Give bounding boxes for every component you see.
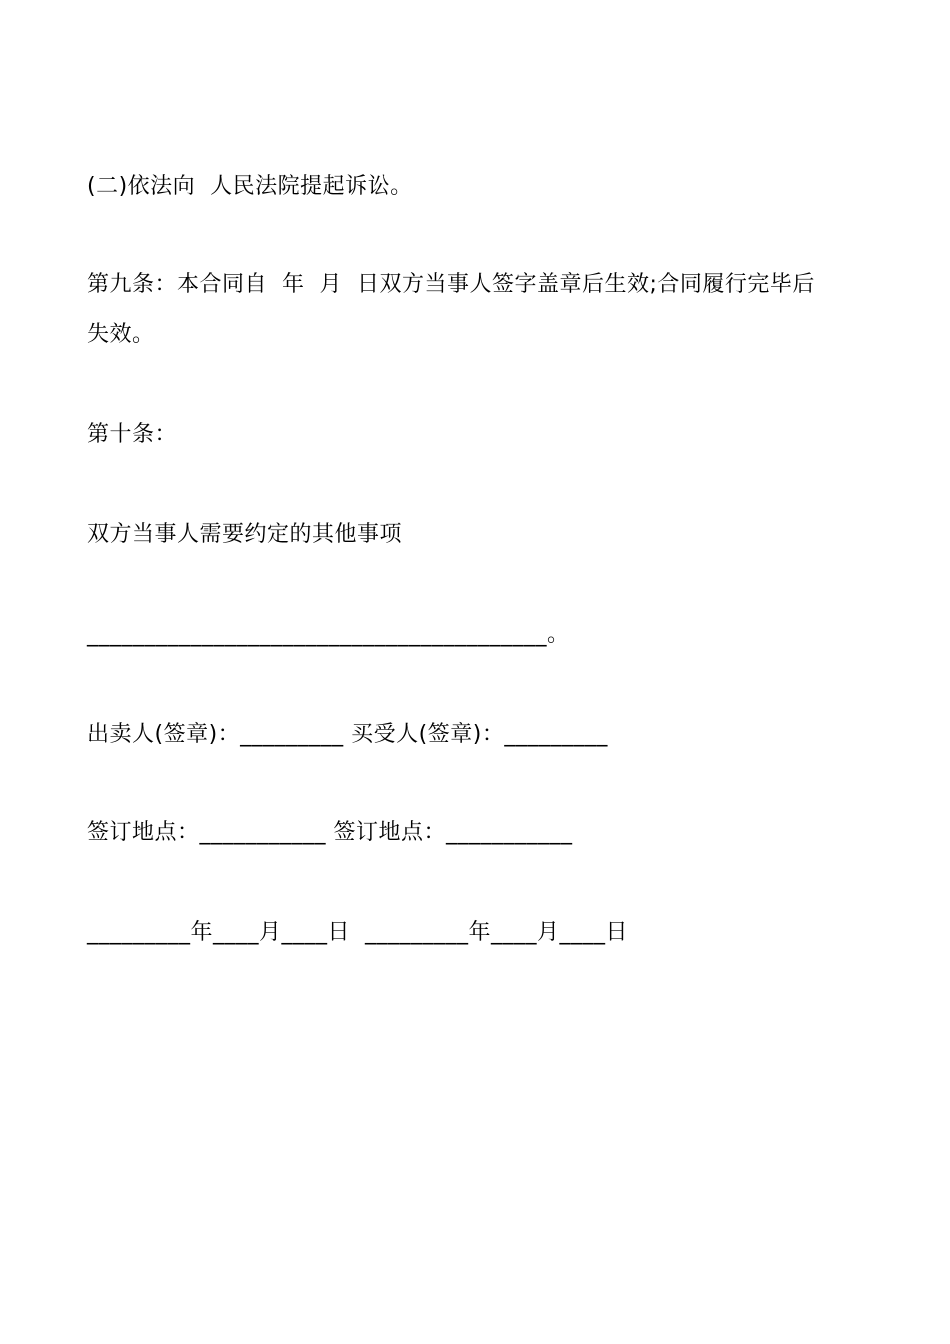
- signature-line: 出卖人(签章)：_________ 买受人(签章)：_________: [87, 722, 608, 747]
- other-matters-label: 双方当事人需要约定的其他事项: [87, 522, 403, 547]
- clause-9-continuation: 失效。: [87, 322, 155, 347]
- clause-8-item-2: (二)依法向 人民法院提起诉讼。: [87, 174, 413, 199]
- signing-place-line: 签订地点：___________ 签订地点：___________: [87, 820, 573, 845]
- clause-10-heading: 第十条：: [87, 422, 178, 447]
- clause-9-text: 第九条：本合同自 年 月 日双方当事人签字盖章后生效;合同履行完毕后: [87, 272, 815, 297]
- signing-date-line: _________年____月____日 _________年____月____日: [87, 920, 628, 945]
- other-matters-blank: ________________________________________。: [87, 622, 570, 647]
